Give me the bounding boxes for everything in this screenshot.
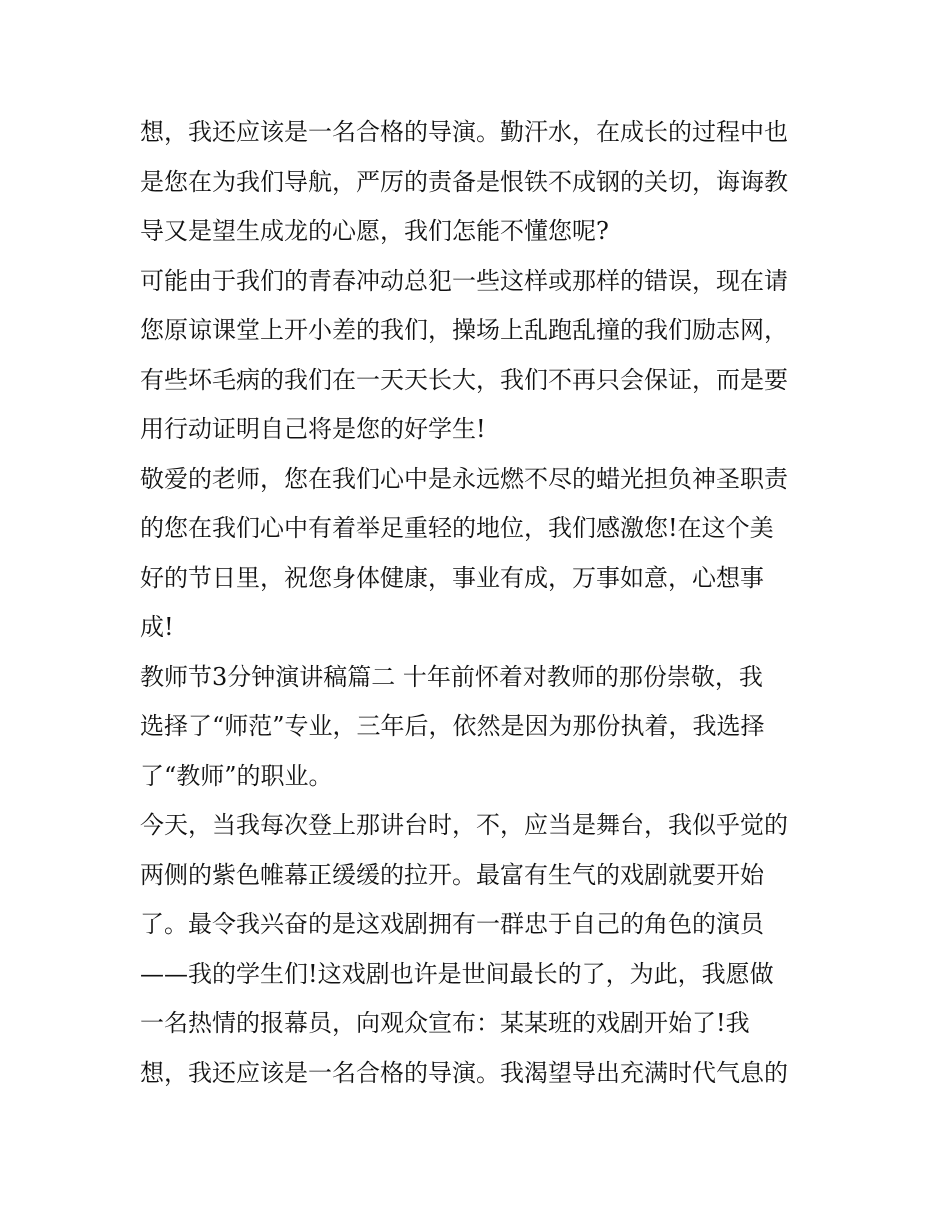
text-line-6: 有些坏毛病的我们在一天天长大，我们不再只会保证，而是要 — [140, 365, 788, 394]
text-line-18: ——我的学生们!这戏剧也许是世间最长的了，为此，我愿做 — [140, 959, 774, 988]
text-line-1: 想，我还应该是一名合格的导演。勤汗水，在成长的过程中也 — [140, 118, 788, 146]
text-line-14: 了“教师”的职业。 — [140, 761, 333, 790]
text-line-4: 可能由于我们的青春冲动总犯一些这样或那样的错误，现在请 — [140, 266, 788, 295]
text-line-10: 好的节日里，祝您身体健康，事业有成，万事如意，心想事 — [140, 563, 764, 592]
text-line-11: 成! — [140, 613, 174, 641]
text-line-19: 一名热情的报幕员，向观众宣布：某某班的戏剧开始了!我 — [140, 1009, 750, 1037]
text-line-13: 选择了“师范”专业，三年后，依然是因为那份执着，我选择 — [140, 712, 765, 740]
text-line-16: 两侧的紫色帷幕正缓缓的拉开。最富有生气的戏剧就要开始 — [140, 860, 764, 889]
text-line-17: 了。最令我兴奋的是这戏剧拥有一群忠于自己的角色的演员 — [140, 910, 764, 938]
text-line-12: 教师节3分钟演讲稿篇二 十年前怀着对教师的那份崇敬，我 — [140, 662, 763, 691]
text-line-15: 今天，当我每次登上那讲台时，不，应当是舞台，我似乎觉的 — [140, 811, 788, 839]
text-line-7: 用行动证明自己将是您的好学生! — [140, 415, 486, 443]
text-line-9: 的您在我们心中有着举足重轻的地位，我们感激您!在这个美 — [140, 514, 774, 542]
text-line-2: 是您在为我们导航，严厉的责备是恨铁不成钢的关切，诲诲教 — [140, 167, 788, 196]
text-line-20: 想，我还应该是一名合格的导演。我渴望导出充满时代气息的 — [140, 1058, 788, 1087]
text-line-3: 导又是望生成龙的心愿，我们怎能不懂您呢? — [140, 217, 609, 245]
body-text — [140, 108, 820, 1098]
text-line-8: 敬爱的老师，您在我们心中是永远燃不尽的蜡光担负神圣职责 — [140, 464, 788, 493]
text-line-5: 您原谅课堂上开小差的我们，操场上乱跑乱撞的我们励志网， — [140, 316, 788, 344]
